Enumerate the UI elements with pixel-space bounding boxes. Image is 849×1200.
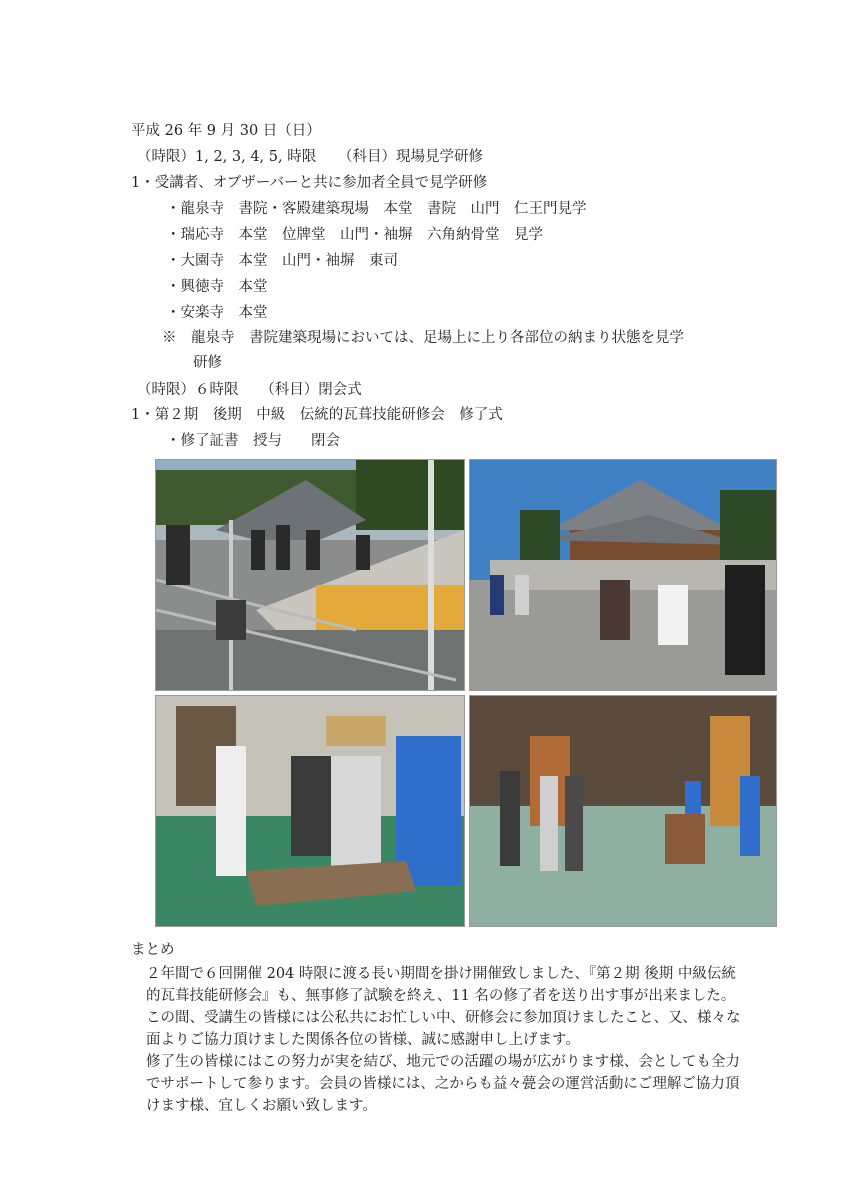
summary-paragraph: ２年間で６回開催 204 時限に渡る長い期間を掛け開催致しました、『第２期 後期 中級伝統的瓦葺技能研修会』も、無事修了試験を終え、11 名の修了者を送り出す事が出来ました。この間、受講生の皆様には公私共にお忙しい中、研修会に参加頂けましたこと、又、様々な面よりご協力頂けました関係各位の皆様、誠に感謝申し上げます。: [146, 966, 741, 1048]
summary-paragraph: 修了生の皆様にはこの努力が実を結び、地元での活躍の場が広がります様、会としても全力でサポートして参ります。会員の皆様には、之からも益々甍会の運営活動にご理解ご協力頂けます様、宜しくお願い致します。: [146, 1054, 740, 1114]
summary-heading: まとめ: [131, 942, 175, 958]
workshop-interior-photo-1: [155, 695, 465, 927]
note-line: ※ 龍泉寺 書院建築現場においては、足場上に上り各部位の納まり状態を見学: [162, 330, 684, 346]
summary-body: [146, 963, 746, 1117]
bullet-item: ・興徳寺 本堂: [166, 279, 268, 295]
period-line-1: （時限）1, 2, 3, 4, 5, 時限 （科目）現場見学研修: [137, 149, 483, 165]
note-line-cont: 研修: [193, 355, 222, 371]
item-subline: ・修了証書 授与 閉会: [166, 433, 340, 449]
item-line-2: 1・第２期 後期 中級 伝統的瓦葺技能研修会 修了式: [131, 407, 503, 423]
bullet-item: ・安楽寺 本堂: [166, 305, 268, 321]
period-line-2: （時限）６時限 （科目）閉会式: [137, 382, 362, 398]
scaffolding-site-photo: [155, 459, 465, 691]
bullet-item: ・瑞応寺 本堂 位牌堂 山門・袖塀 六角納骨堂 見学: [166, 227, 543, 243]
item-line-1: 1・受講者、オブザーバーと共に参加者全員で見学研修: [131, 175, 488, 191]
bullet-item: ・龍泉寺 書院・客殿建築現場 本堂 書院 山門 仁王門見学: [166, 201, 587, 217]
date-line: 平成 26 年 9 月 30 日（日）: [131, 123, 321, 139]
workshop-interior-photo-2: [469, 695, 777, 927]
bullet-item: ・大園寺 本堂 山門・袖塀 東司: [166, 253, 398, 269]
temple-courtyard-photo: [469, 459, 777, 691]
